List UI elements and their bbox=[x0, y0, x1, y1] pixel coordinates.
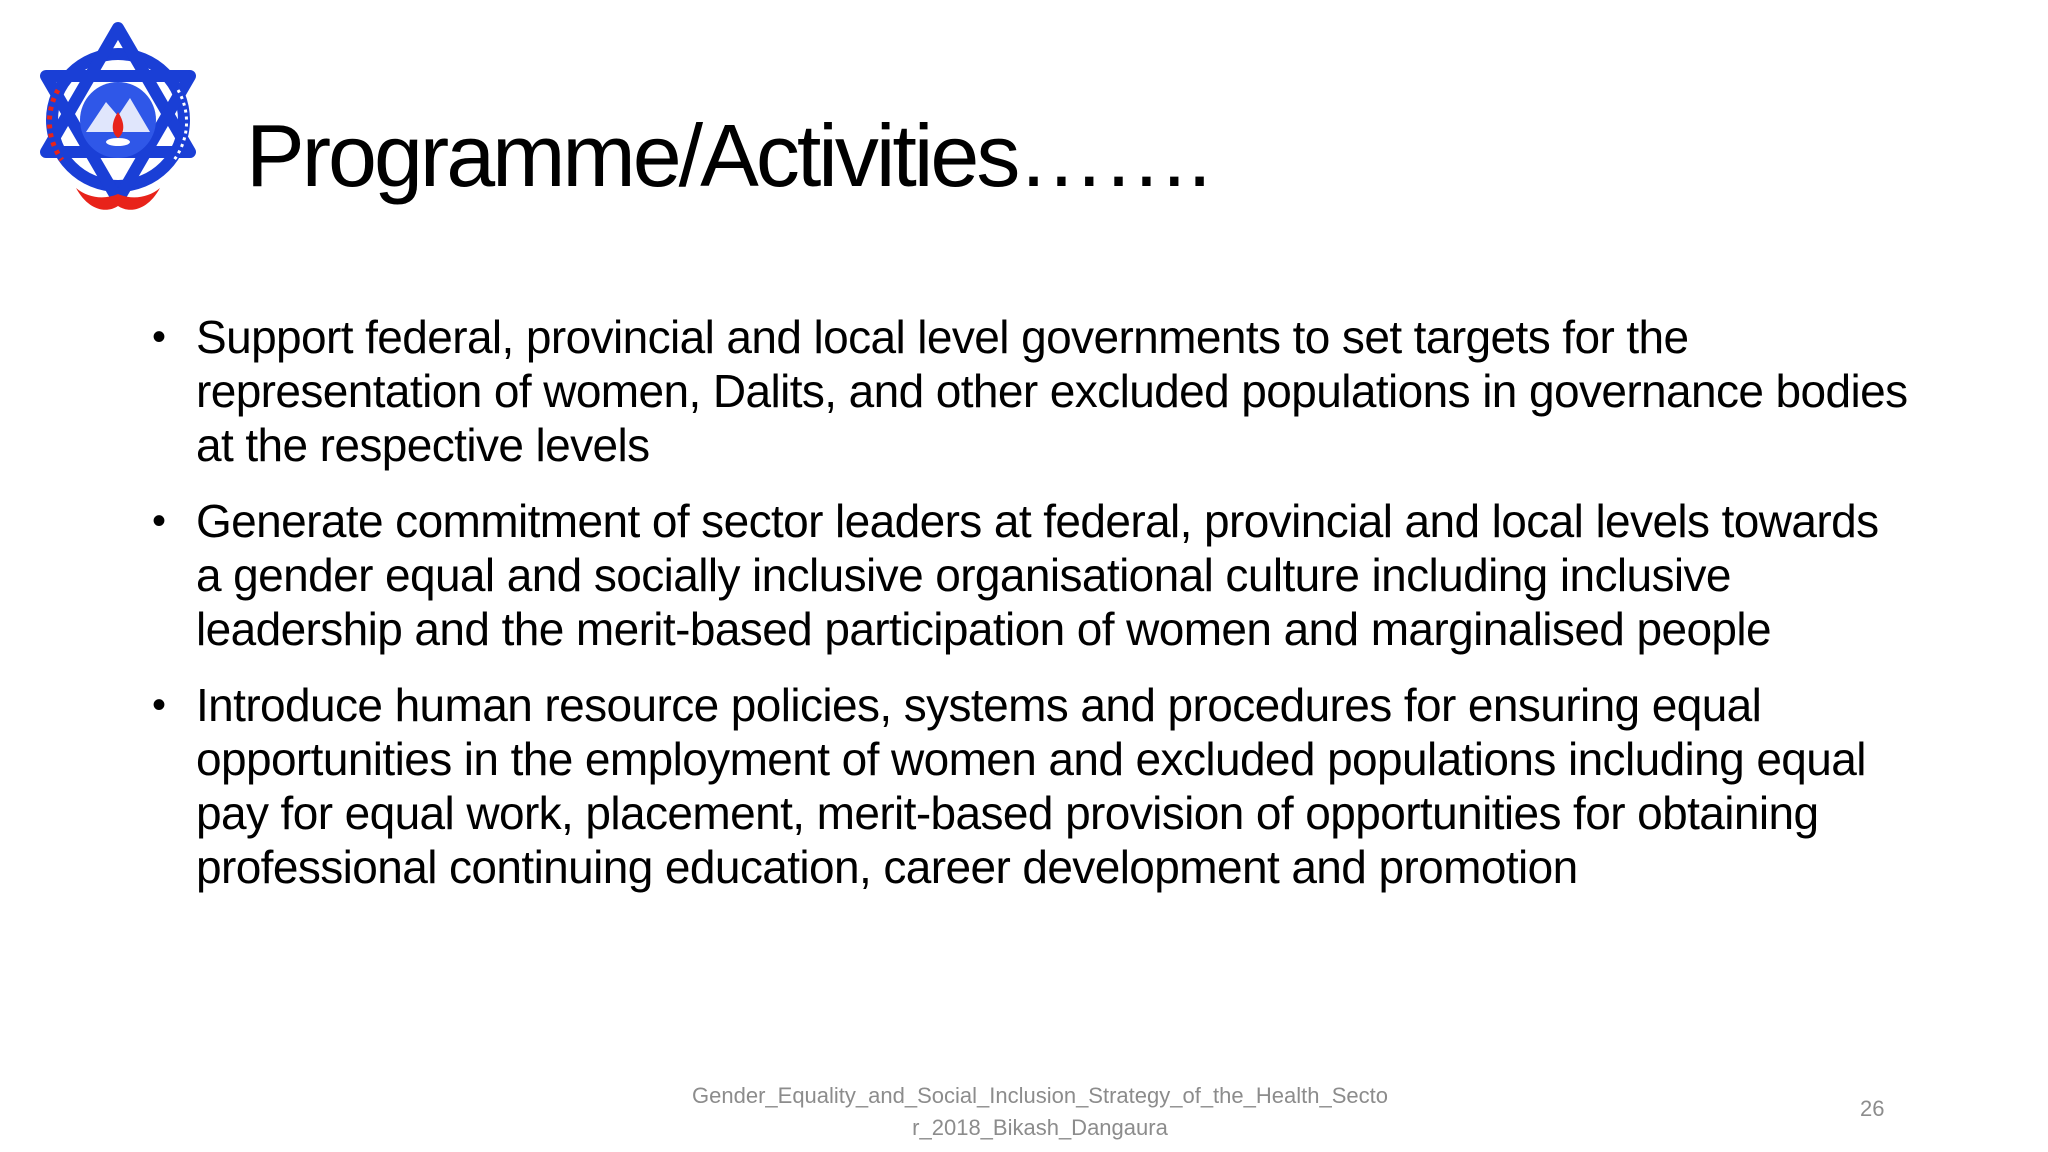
slide-title: Programme/Activities……. bbox=[246, 106, 1209, 205]
university-emblem-icon bbox=[28, 20, 208, 220]
slide-footer: Gender_Equality_and_Social_Inclusion_Strategy_of_the_Health_Sector_2018_Bikash_Dangaura bbox=[692, 1083, 1388, 1140]
bullet-icon: • bbox=[152, 315, 166, 359]
bullet-item bbox=[150, 310, 1910, 472]
bullet-text: Support federal, provincial and local level governments to set targets for the representation of women, Dalits, and other excluded populations in governance bodies at the respective levels bbox=[196, 311, 1908, 471]
bullet-text: Generate commitment of sector leaders at federal, provincial and local levels towards a gender equal and socially inclusive organisational culture including inclusive leadership and the merit-based participation of women and marginalised people bbox=[196, 495, 1879, 655]
bullet-item bbox=[150, 494, 1910, 656]
bullet-icon: • bbox=[152, 683, 166, 727]
page-number: 26 bbox=[1860, 1096, 1885, 1121]
bullet-icon: • bbox=[152, 499, 166, 543]
bullet-text: Introduce human resource policies, systems and procedures for ensuring equal opportunities in the employment of women and excluded populations including equal pay for equal work, placement, merit-based provision of opportunities for obtaining professional continuing education, career development and promotion bbox=[196, 679, 1866, 893]
bullet-item bbox=[150, 678, 1910, 894]
bullet-list bbox=[150, 310, 1910, 916]
